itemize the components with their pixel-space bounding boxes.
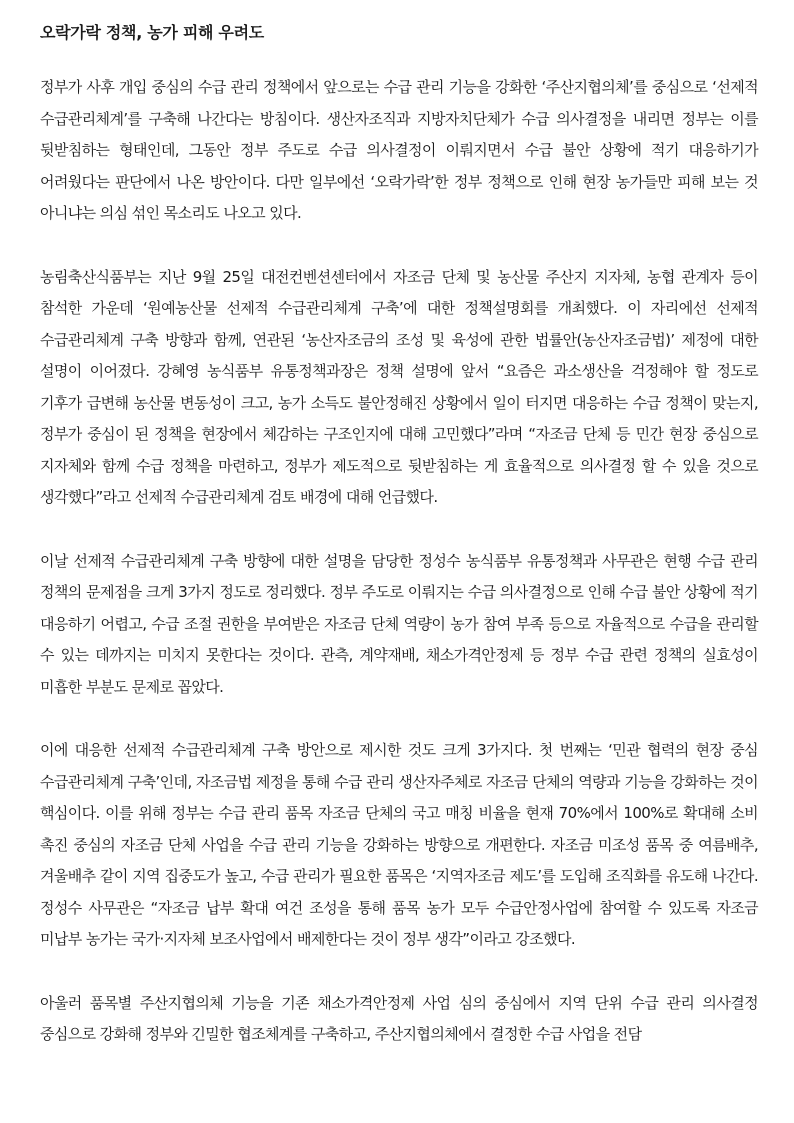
paragraph-5: 아울러 품목별 주산지협의체 기능을 기존 채소가격안정제 사업 심의 중심에서 지역 단위 수급 관리 의사결정 중심으로 강화해 정부와 긴밀한 협조체계를 구축하고, 주산지협의체에서 결정한 수급 사업을 전담 xyxy=(40,993,758,1043)
article-title: 오락가락 정책, 농가 피해 우려도 xyxy=(40,23,264,42)
paragraph-1: 정부가 사후 개입 중심의 수급 관리 정책에서 앞으로는 수급 관리 기능을 강화한 ‘주산지협의체’를 중심으로 ‘선제적 수급관리체계’를 구축해 나간다는 방침이다. 생산자조직과 지방자치단체가 수급 의사결정을 내리면 정부는 이를 뒷받침하는 형태인데, 그동안 정부 주도로 수급 의사결정이 이뤄지면서 수급 불안 상황에 적기 대응하기가 어려웠다는 판단에서 나온 방안이다. 다만 일부에선 ‘오락가락’한 정부 정책으로 인해 현장 농가들만 피해 보는 것 아니냐는 의심 섞인 목소리도 나오고 있다. xyxy=(40,78,758,222)
paragraph-2: 농림축산식품부는 지난 9월 25일 대전컨벤션센터에서 자조금 단체 및 농산물 주산지 지자체, 농협 관계자 등이 참석한 가운데 ‘원예농산물 선제적 수급관리체계 구축’에 대한 정책설명회를 개최했다. 이 자리에선 선제적 수급관리체계 구축 방향과 함께, 연관된 ‘농산자조금의 조성 및 육성에 관한 법률안(농산자조금법)’ 제정에 대한 설명이 이어졌다. 강혜영 농식품부 유통정책과장은 정책 설명에 앞서 “요즘은 과소생산을 걱정해야 할 정도로 기후가 급변해 농산물 변동성이 크고, 농가 소득도 불안정해진 상황에서 일이 터지면 대응하는 수급 정책이 맞는지, 정부가 중심이 된 정책을 현장에서 체감하는 구조인지에 대해 고민했다”라며 “자조금 단체 등 민간 현장 중심으로 지자체와 함께 수급 정책을 마련하고, 정부가 제도적으로 뒷받침하는 게 효율적으로 의사결정 할 수 있을 것으로 생각했다”라고 선제적 수급관리체계 검토 배경에 대해 언급했다. xyxy=(40,267,758,506)
paragraph-4: 이에 대응한 선제적 수급관리체계 구축 방안으로 제시한 것도 크게 3가지다. 첫 번째는 ‘민관 협력의 현장 중심 수급관리체계 구축’인데, 자조금법 제정을 통해 수급 관리 생산자주체로 자조금 단체의 역량과 기능을 강화하는 것이 핵심이다. 이를 위해 정부는 수급 관리 품목 자조금 단체의 국고 매칭 비율을 현재 70%에서 100%로 확대해 소비 촉진 중심의 자조금 단체 사업을 수급 관리 기능을 강화하는 방향으로 개편한다. 자조금 미조성 품목 중 여름배추, 겨울배추 같이 지역 집중도가 높고, 수급 관리가 필요한 품목은 ‘지역자조금 제도’를 도입해 조직화를 유도해 나간다. 정성수 사무관은 “자조금 납부 확대 여건 조성을 통해 품목 농가 모두 수급안정사업에 참여할 수 있도록 자조금 미납부 농가는 국가·지자체 보조사업에서 배제한다는 것이 정부 생각”이라고 강조했다. xyxy=(40,741,758,948)
paragraph-3: 이날 선제적 수급관리체계 구축 방향에 대한 설명을 담당한 정성수 농식품부 유통정책과 사무관은 현행 수급 관리 정책의 문제점을 크게 3가지 정도로 정리했다. 정부 주도로 이뤄지는 수급 의사결정으로 인해 수급 불안 상황에 적기 대응하기 어렵고, 수급 조절 권한을 부여받은 자조금 단체 역량이 농가 참여 부족 등으로 자율적으로 수급을 관리할 수 있는 데까지는 미치지 못한다는 것이다. 관측, 계약재배, 채소가격안정제 등 정부 수급 관련 정책의 실효성이 미흡한 부분도 문제로 꼽았다. xyxy=(40,551,758,696)
article xyxy=(40,20,758,1083)
